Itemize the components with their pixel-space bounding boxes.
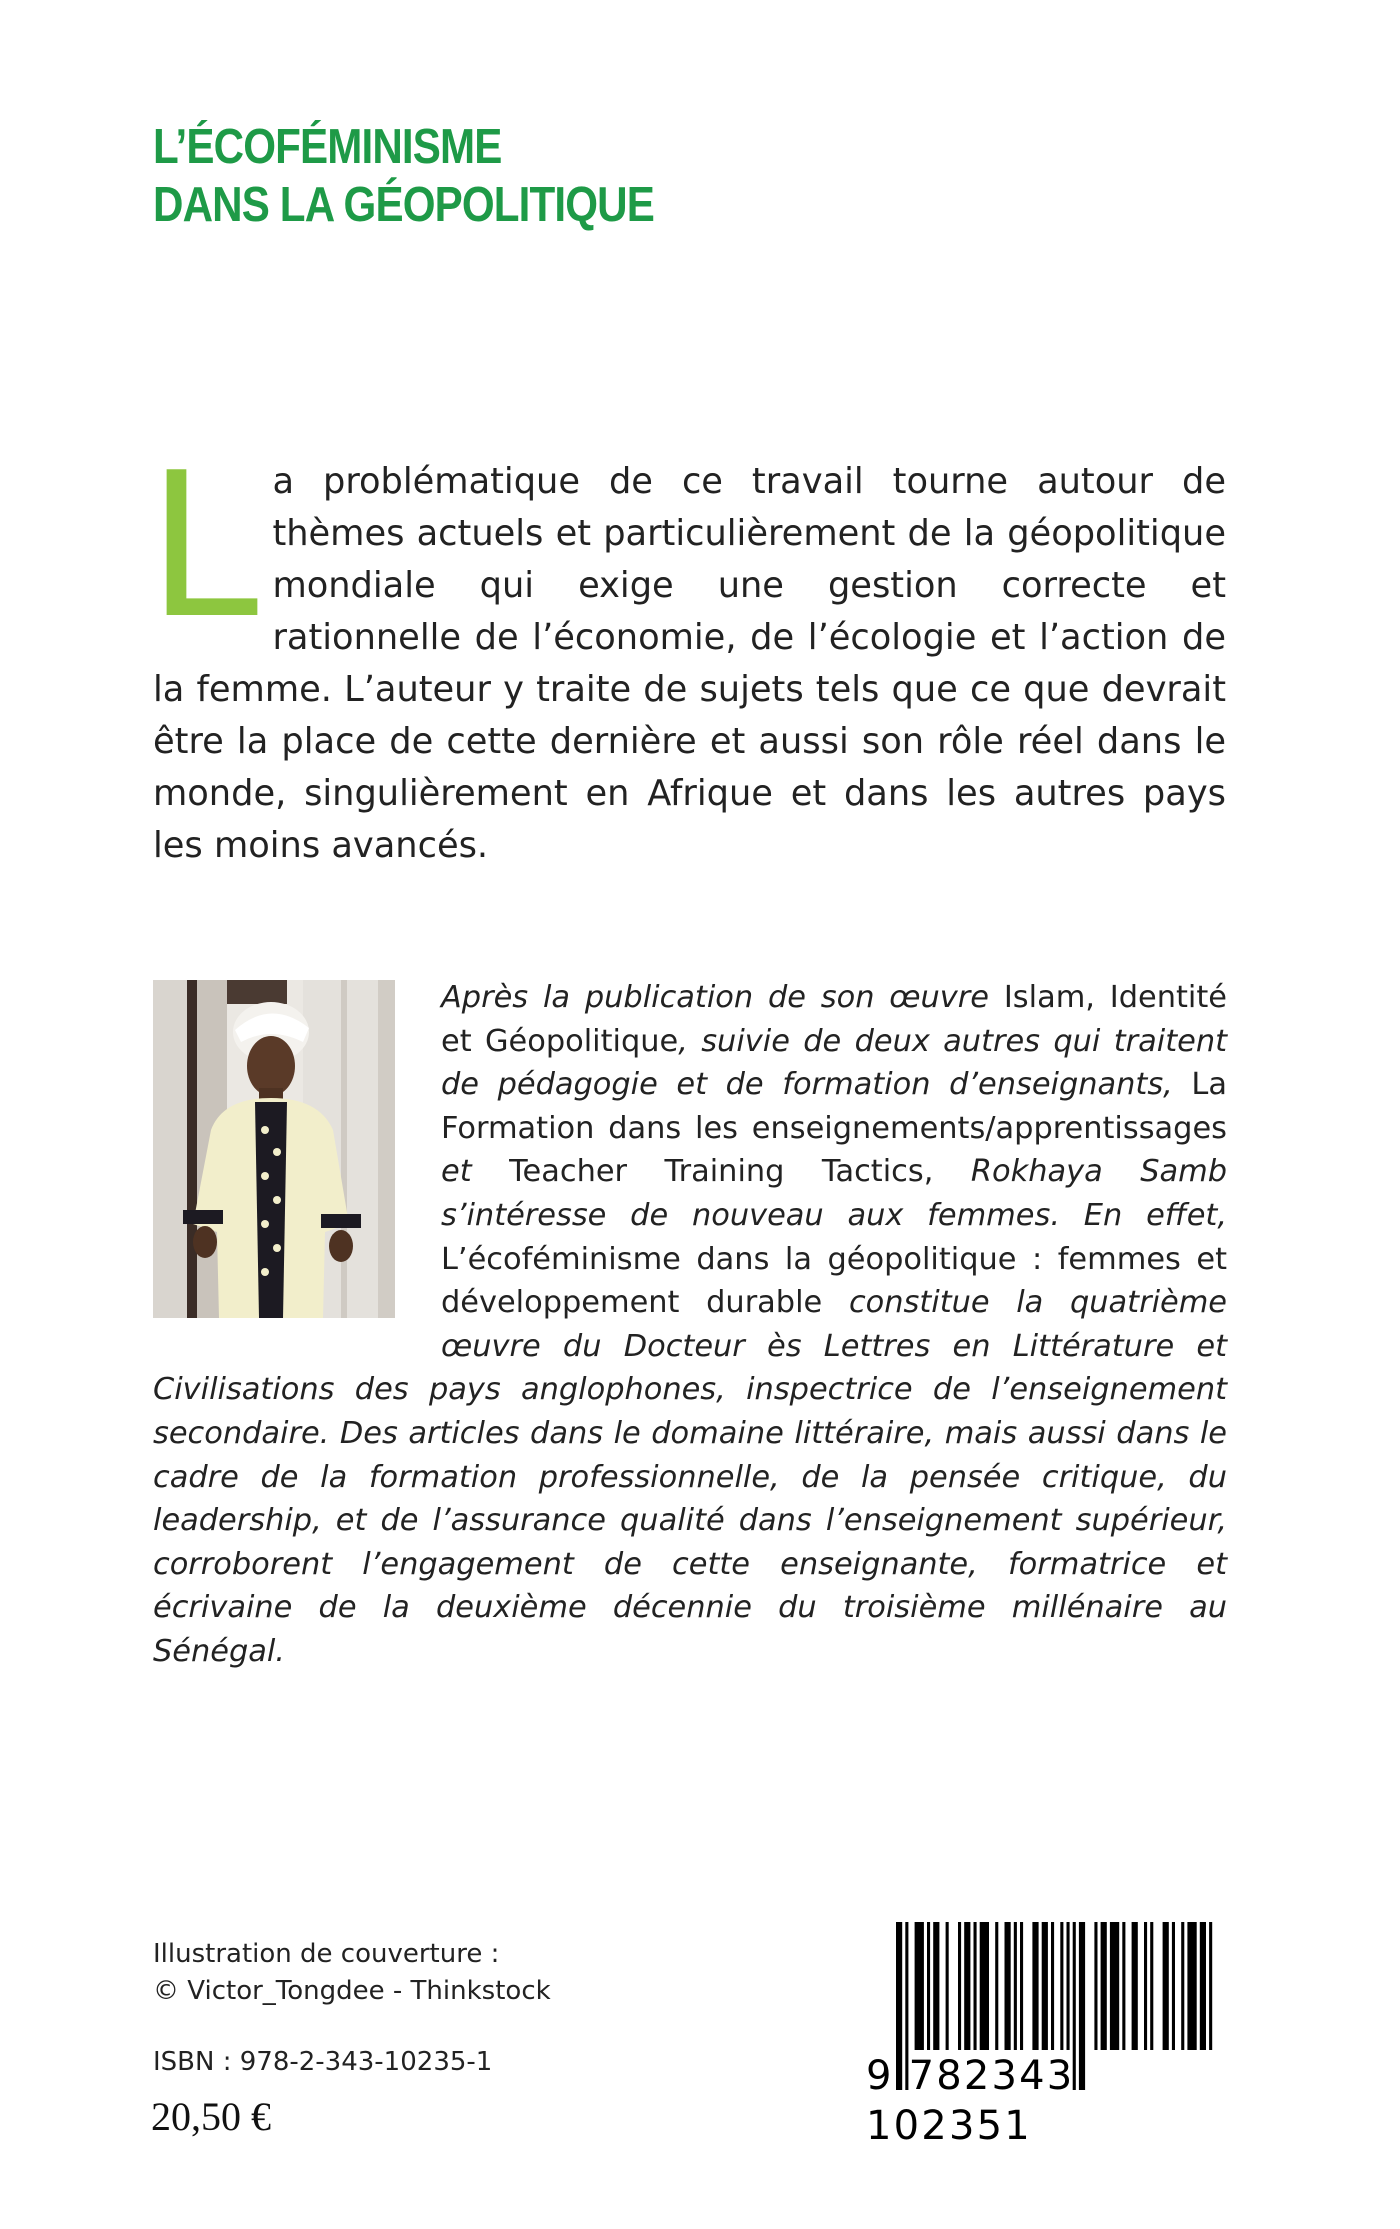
barcode-bar (1101, 1922, 1107, 2050)
bio-segment-2: , suivie de deux autres qui traitent de pédagogie et de formation d’enseignants, (441, 1023, 1227, 1103)
intro-text: a problématique de ce travail tourne autour de thèmes actuels et particulièrement de la géopolitique mondiale qui exige une gestion correcte et rationnelle de l’économie, de l’écologie et l’action de la femme. L’auteur y traite de sujets tels que ce que devrait être la place de cette dernière et aussi son rôle réel dans le monde, singulièrement en Afrique et dans les autres pays les moins avancés. (153, 461, 1226, 866)
barcode-bar (1144, 1922, 1147, 2050)
barcode-bar (980, 1922, 989, 2050)
barcode-bar (1150, 1922, 1153, 2050)
barcode-bar (927, 1922, 930, 2050)
bio-work-title-2: La Formation dans les enseignements/apprentissages (441, 1067, 1227, 1146)
barcode-bar (1067, 1922, 1070, 2050)
barcode-bar (1200, 1922, 1206, 2050)
bio-segment-5: constitue la quatrième œuvre du Docteur ès Lettres en Littérature et Civilisations des pays anglophones, inspectrice de l’enseignement secondaire. Des articles dans le domaine littéraire, mais aussi dans le cadre de la formation professionnelle, de la pensée critique, du leadership, et de l’assurance qualité dans l’enseignement supérieur, corroborent l’engagement de cette enseignante, formatrice et écrivaine de la deuxième décennie du troisième millénaire au Sénégal. (153, 1285, 1228, 1669)
barcode-bar (1181, 1922, 1184, 2050)
credit-source: © Victor_Tongdee - Thinkstock (153, 1976, 551, 2006)
barcode-bar (933, 1922, 939, 2050)
barcode-bar (974, 1922, 977, 2050)
barcode-bar (946, 1922, 949, 2050)
title-line-1: L’ÉCOFÉMINISME (153, 120, 502, 174)
title-line-2: DANS LA GÉOPOLITIQUE (153, 178, 654, 232)
barcode-bar (1042, 1922, 1048, 2050)
cover-illustration-credit (153, 1936, 551, 2010)
intro-paragraph (147, 430, 1226, 872)
barcode-bar (1020, 1922, 1023, 2050)
barcode-bar (1060, 1922, 1063, 2050)
bio-segment-4: Rokhaya Samb s’intéresse de nouveau aux femmes. En effet, (441, 1154, 1228, 1233)
barcode-bar (1187, 1922, 1196, 2050)
price-text: 20,50 € (151, 2094, 271, 2139)
barcode-bar (1094, 1922, 1097, 2050)
barcode-bar (1014, 1922, 1017, 2050)
barcode-bar (1209, 1922, 1212, 2050)
barcode-bar (1032, 1922, 1038, 2050)
book-title (153, 118, 654, 234)
barcode-bar (995, 1922, 998, 2050)
barcode-bar (1163, 1922, 1169, 2050)
isbn-text: ISBN : 978-2-343-10235-1 (153, 2047, 493, 2077)
author-bio-paragraph (153, 976, 1227, 1674)
barcode-bar (964, 1922, 970, 2050)
bio-segment-1: Après la publication de son œuvre (441, 980, 989, 1015)
barcode-bar (1051, 1922, 1054, 2050)
barcode-bar (915, 1922, 924, 2050)
barcode-bar (1172, 1922, 1175, 2050)
bio-segment-3: et (441, 1154, 472, 1190)
credit-label: Illustration de couverture : (153, 1939, 500, 1969)
barcode-bar (1122, 1922, 1125, 2050)
photo-spacer (153, 976, 441, 1346)
bio-work-title-1: Islam, Identité et Géopolitique (441, 980, 1227, 1059)
bio-work-title-4: L’écoféminisme dans la géopolitique : femmes et développement durable (441, 1241, 1227, 1321)
drop-cap: L (147, 430, 259, 663)
barcode-bar (1132, 1922, 1138, 2050)
barcode-bar (1005, 1922, 1011, 2050)
bio-work-title-3: Teacher Training Tactics, (509, 1154, 934, 1190)
barcode-bar (1110, 1922, 1119, 2050)
barcode-bar (958, 1922, 961, 2050)
barcode-number: 9 782343 102351 (866, 2053, 1075, 2149)
